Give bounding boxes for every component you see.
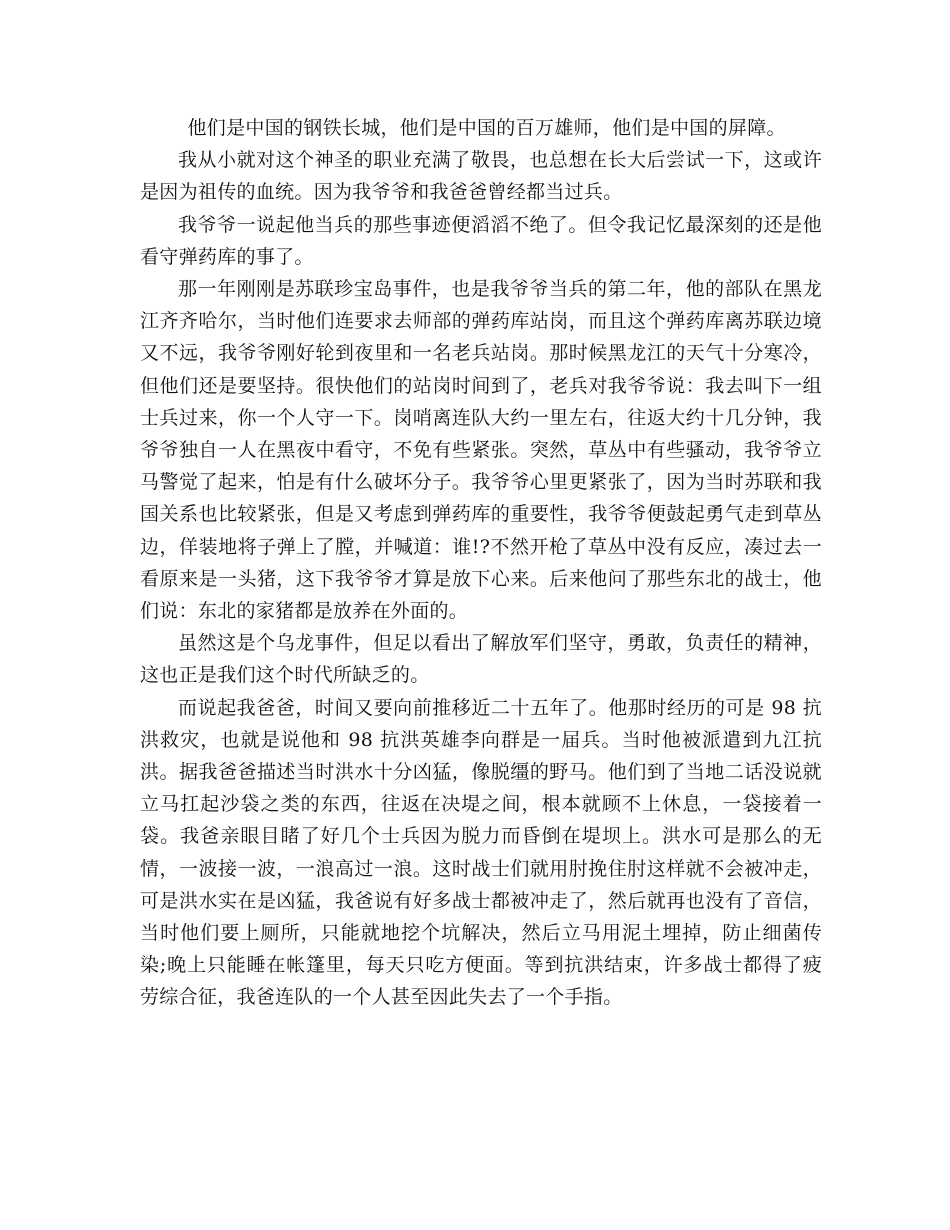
paragraph-4: 那一年刚刚是苏联珍宝岛事件，也是我爷爷当兵的第二年，他的部队在黑龙江齐齐哈尔，当时他们连要求去师部的弹药库站岗，而且这个弹药库离苏联边境又不远，我爷爷刚好轮到夜里和一名老兵站岗。那时候黑龙江的天气十分寒冷，但他们还是要坚持。很快他们的站岗时间到了，老兵对我爷爷说：我去叫下一组士兵过来，你一个人守一下。岗哨离连队大约一里左右，往返大约十几分钟，我爷爷独自一人在黑夜中看守，不免有些紧张。突然，草丛中有些骚动，我爷爷立马警觉了起来，怕是有什么破坏分子。我爷爷心里更紧张了，因为当时苏联和我国关系也比较紧张，但是又考虑到弹药库的重要性，我爷爷便鼓起勇气走到草丛边，佯装地将子弹上了膛，并喊道：谁!?不然开枪了草丛中没有反应，凑过去一看原来是一头猪，这下我爷爷才算是放下心来。后来他问了那些东北的战士，他们说：东北的家猪都是放养在外面的。 xyxy=(140,278,822,623)
paragraph-1: 他们是中国的钢铁长城，他们是中国的百万雄师，他们是中国的屏障。 xyxy=(187,117,786,139)
paragraph-6: 而说起我爸爸，时间又要向前推移近二十五年了。他那时经历的可是 98 抗洪救灾，也就是说他和 98 抗洪英雄李向群是一届兵。当时他被派遣到九江抗洪。据我爸爸描述当时洪水十分凶猛，像脱缰的野马。他们到了当地二话没说就立马扛起沙袋之类的东西，往返在决堤之间，根本就顾不上休息，一袋接着一袋。我爸亲眼目睹了好几个士兵因为脱力而昏倒在堤坝上。洪水可是那么的无情，一波接一波，一浪高过一浪。这时战士们就用肘挽住肘这样就不会被冲走，可是洪水实在是凶猛，我爸说有好多战士都被冲走了，然后就再也没有了音信，当时他们要上厕所，只能就地挖个坑解决，然后立马用泥土埋掉，防止细菌传染;晚上只能睡在帐篷里，每天只吃方便面。等到抗洪结束，许多战士都得了疲劳综合征，我爸连队的一个人甚至因此失去了一个手指。 xyxy=(140,696,822,1009)
paragraph-3: 我爷爷一说起他当兵的那些事迹便滔滔不绝了。但令我记忆最深刻的还是他看守弹药库的事了。 xyxy=(140,213,822,268)
paragraph-2: 我从小就对这个神圣的职业充满了敬畏，也总想在长大后尝试一下，这或许是因为祖传的血统。因为我爷爷和我爸爸曾经都当过兵。 xyxy=(140,149,822,204)
article-body xyxy=(140,112,822,1014)
paragraph-5: 虽然这是个乌龙事件，但足以看出了解放军们坚守，勇敢，负责任的精神，这也正是我们这个时代所缺乏的。 xyxy=(140,632,822,687)
